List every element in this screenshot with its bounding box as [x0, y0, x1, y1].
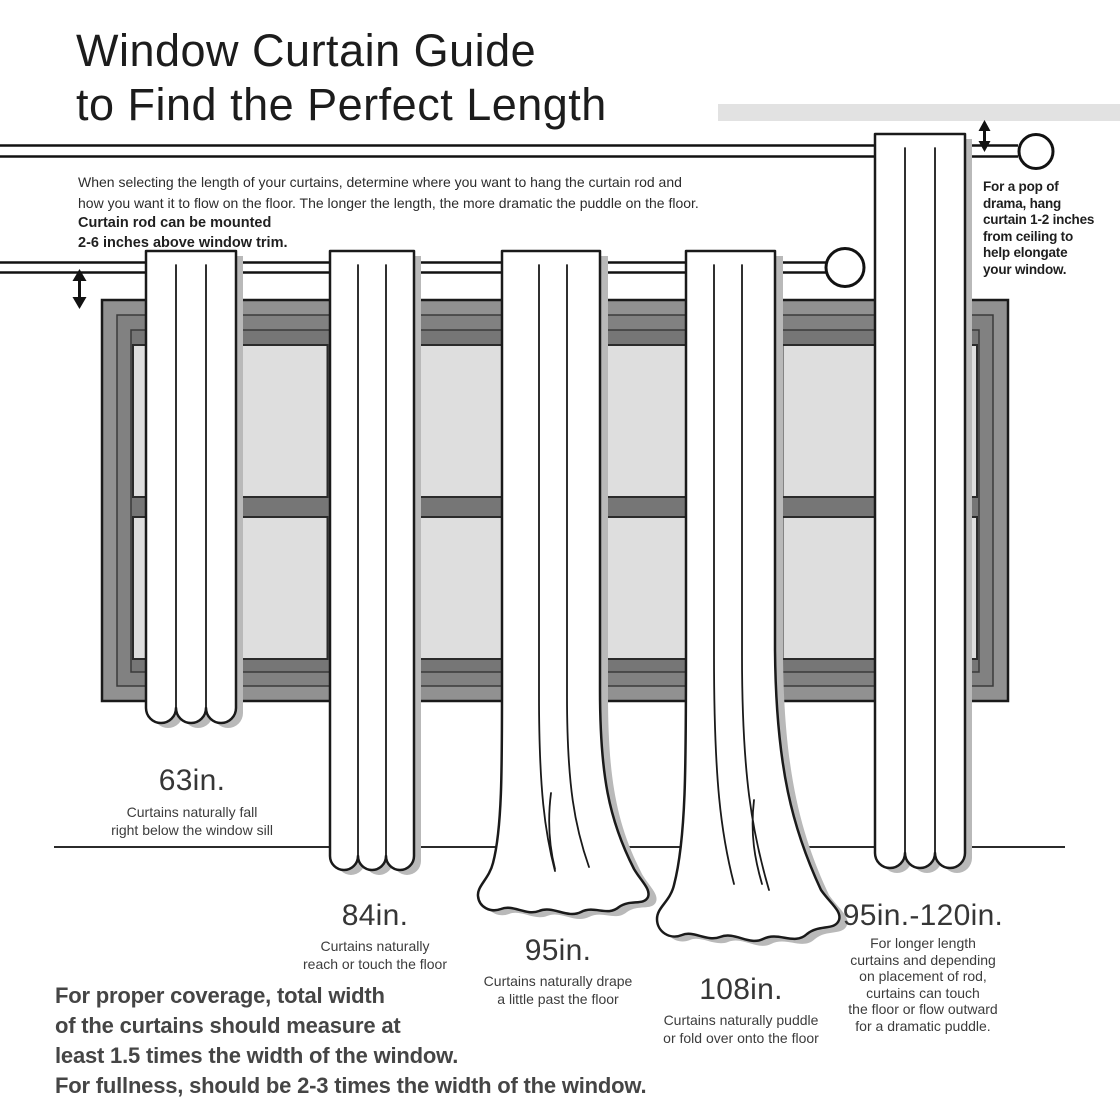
ceiling-hang-note	[983, 179, 1094, 278]
intro-text	[78, 172, 699, 214]
label-95in-120in	[843, 899, 1003, 1034]
finial-circle-icon	[1019, 135, 1053, 169]
length-description: Curtains naturally drape a little past the floor	[483, 973, 633, 1007]
coverage-note	[55, 981, 646, 1101]
length-description: For longer length curtains and depending on placement of rod, curtains can touch the floor or flow outward for a dramatic puddle.	[848, 935, 998, 1034]
ceiling-note-line: help elongate	[983, 245, 1068, 260]
length-value: 95in.-120in.	[842, 899, 1004, 932]
title-line-1: Window Curtain Guide	[76, 25, 537, 76]
curtain-95-120in-shape	[875, 134, 972, 873]
finial-circle-icon	[826, 249, 864, 287]
intro-line-1: When selecting the length of your curtains, determine where you want to hang the curtain rod and	[78, 174, 682, 190]
length-value: 63in.	[158, 764, 226, 797]
label-108in	[663, 973, 819, 1047]
coverage-line: of the curtains should measure at	[55, 1013, 401, 1038]
length-description: Curtains naturally puddle or fold over onto the floor	[663, 1012, 819, 1046]
length-value: 95in.	[524, 934, 592, 967]
ceiling-note-line: For a pop of	[983, 179, 1059, 194]
coverage-line: For fullness, should be 2-3 times the width of the window.	[55, 1073, 647, 1098]
up-down-arrow-icon	[73, 269, 87, 309]
ceiling-note-line: drama, hang	[983, 195, 1062, 211]
length-description: Curtains naturally fall right below the window sill	[111, 804, 273, 838]
page-title	[76, 24, 607, 132]
ceiling-note-line: from ceiling to	[983, 228, 1074, 244]
curtain-84in-shape	[330, 251, 421, 875]
up-down-arrow-icon	[979, 120, 991, 152]
curtain-63in-shape	[146, 251, 243, 728]
length-value: 108in.	[699, 973, 783, 1006]
label-84in	[303, 899, 447, 973]
coverage-line: For proper coverage, total width	[55, 983, 385, 1008]
title-line-2: to Find the Perfect Length	[76, 79, 607, 130]
rod-note-line-2: 2-6 inches above window trim.	[78, 235, 288, 251]
rod-mounting-note	[78, 213, 288, 253]
intro-line-2: how you want it to flow on the floor. The longer the length, the more dramatic the puddle on the floor.	[78, 195, 699, 211]
label-63in	[111, 764, 273, 839]
ceiling-note-line: your window.	[983, 261, 1067, 277]
coverage-line: least 1.5 times the width of the window.	[55, 1043, 459, 1068]
rod-note-line-1: Curtain rod can be mounted	[78, 215, 272, 231]
length-description: Curtains naturally reach or touch the floor	[303, 938, 447, 972]
ceiling-bar	[718, 104, 1120, 121]
length-value: 84in.	[341, 899, 409, 932]
ceiling-note-line: curtain 1-2 inches	[983, 212, 1095, 227]
